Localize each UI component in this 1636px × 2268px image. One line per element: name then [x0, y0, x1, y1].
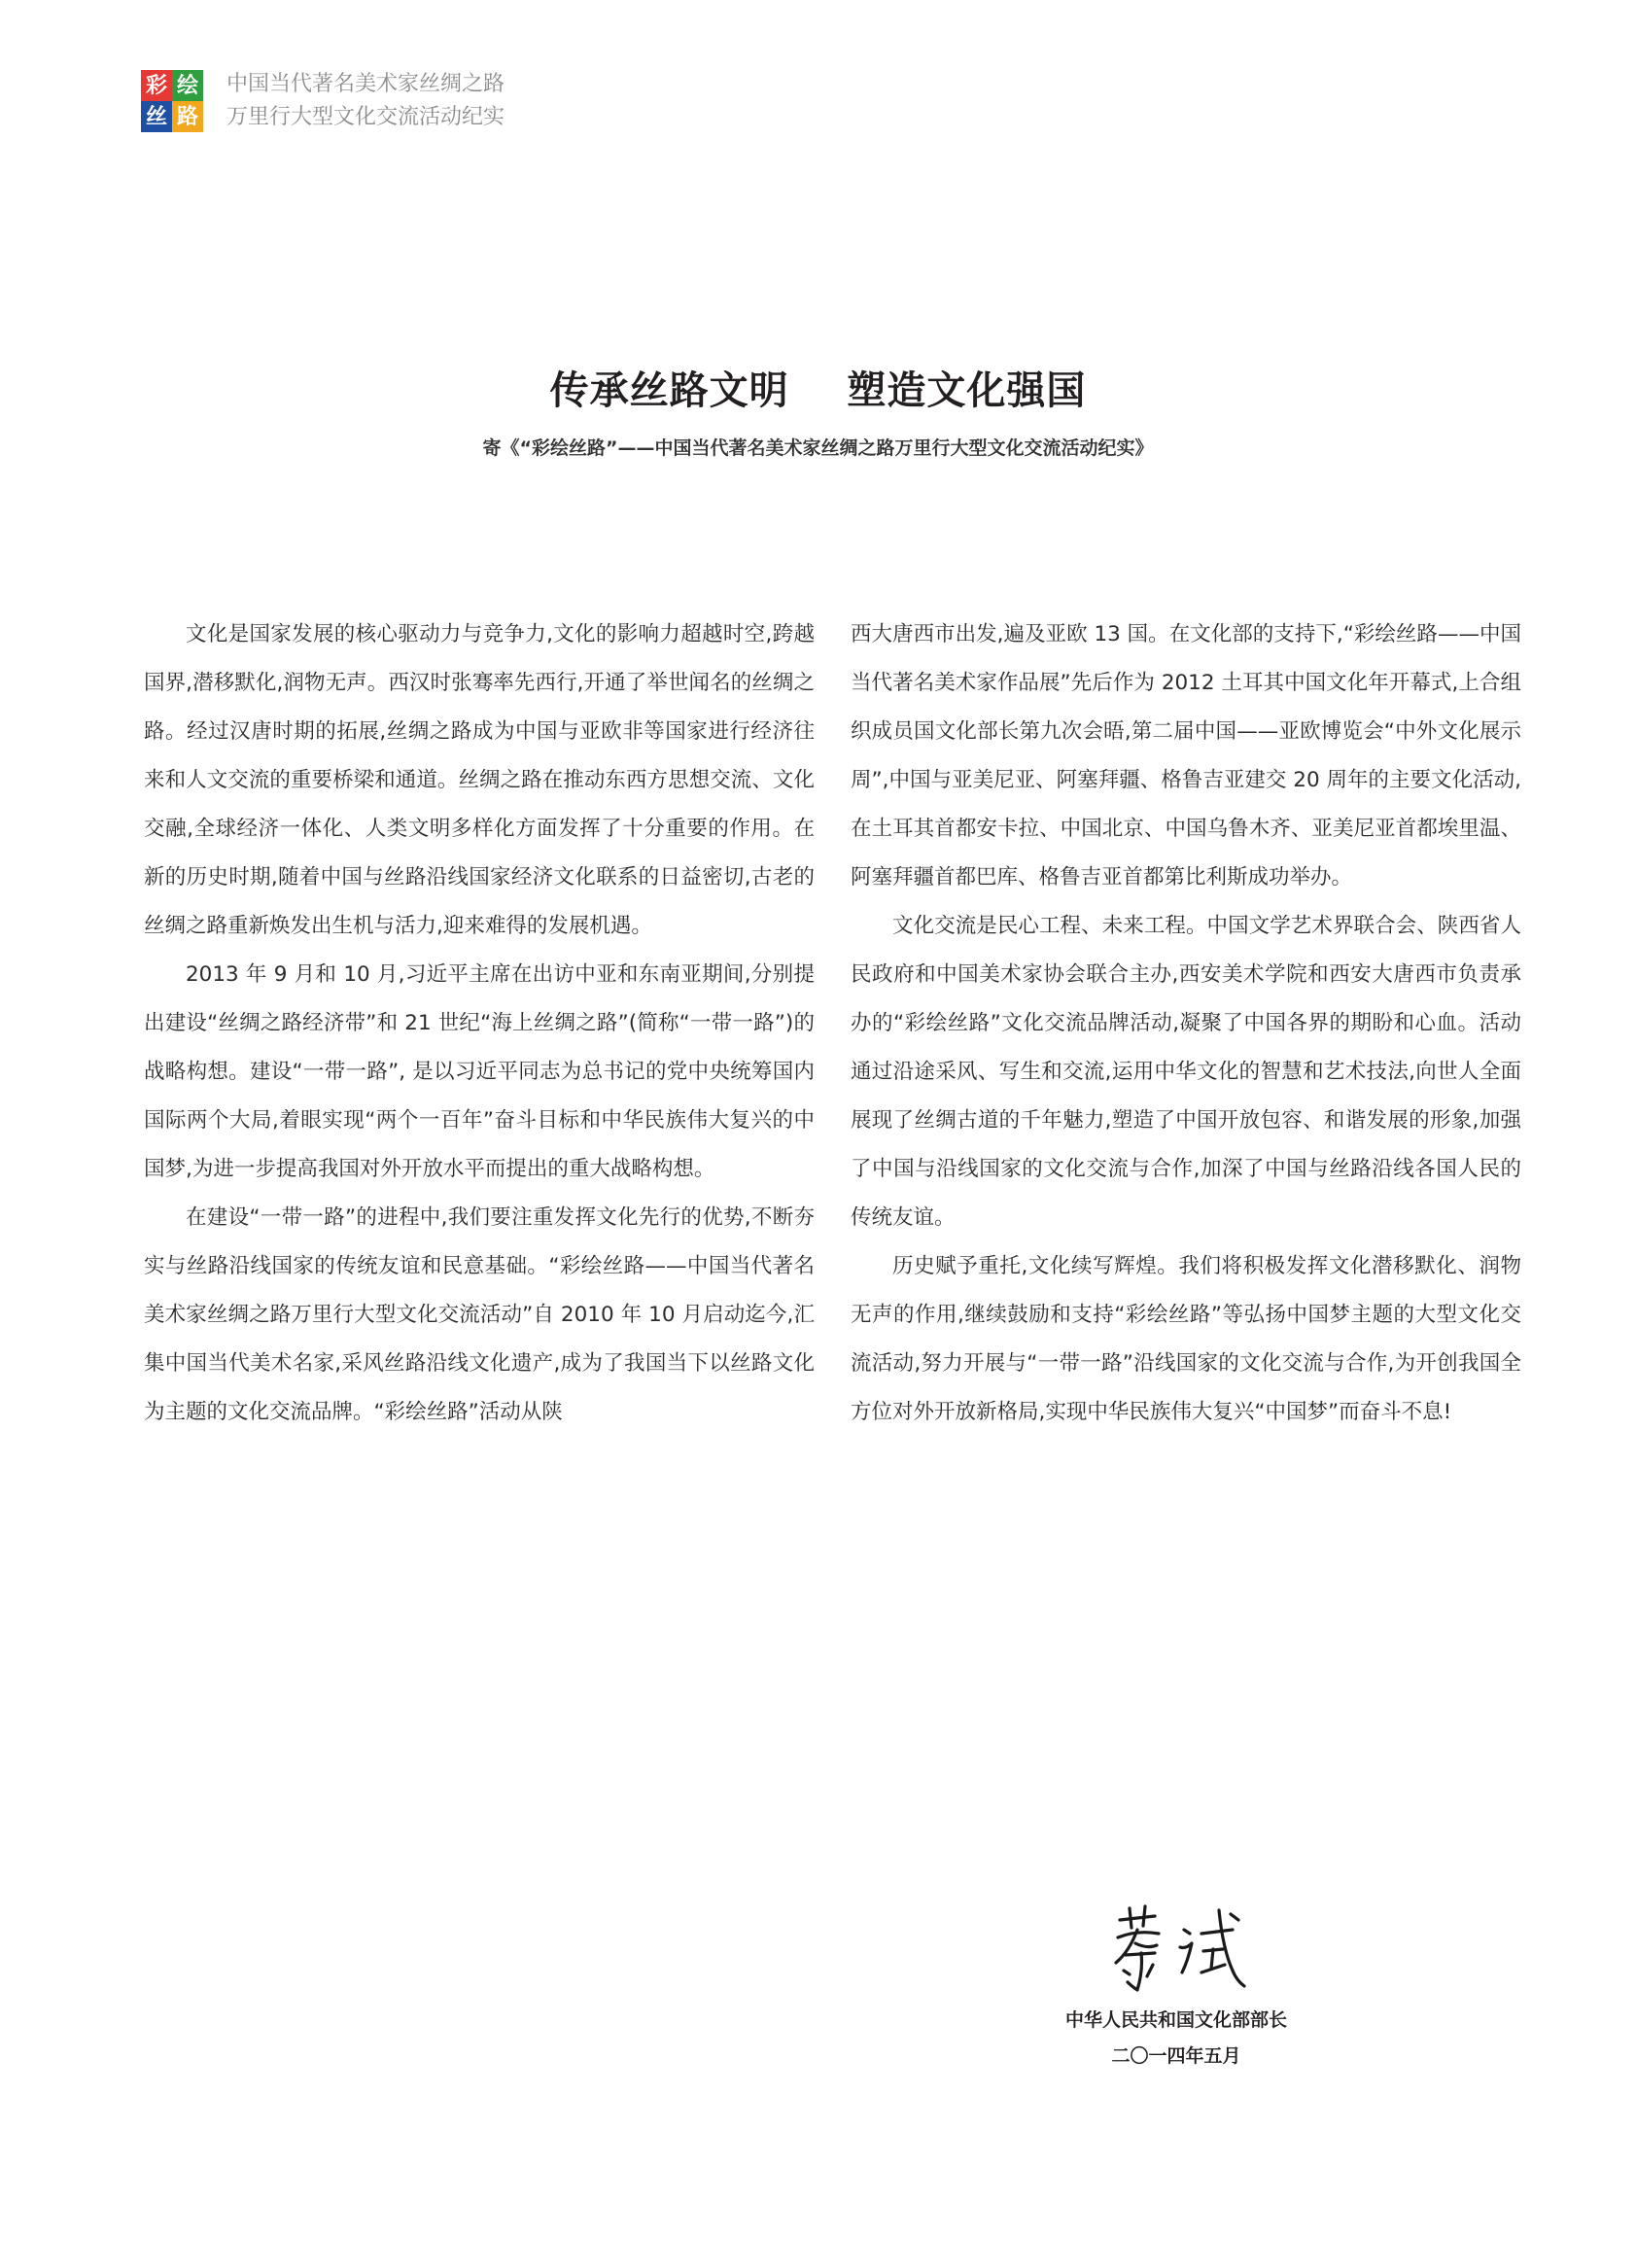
- paragraph-left-2: 2013 年 9 月和 10 月,习近平主席在出访中亚和东南亚期间,分别提出建设“丝绸之路经济带”和 21 世纪“海上丝绸之路”(简称“一带一路”)的战略构想。建设“一带一路”, 是以习近平同志为总书记的党中央统筹国内国际两个大局,着眼实现“两个一百年”奋斗目标和中华民族伟大复兴的中国梦,为进一步提高我国对外开放水平而提出的重大战略构想。: [144, 962, 815, 1181]
- logo-cell-cai: 彩: [141, 70, 172, 101]
- signature-image: [1108, 1901, 1254, 1998]
- body-column-right: [851, 611, 1521, 1437]
- logo: [141, 70, 203, 132]
- logo-cell-lu: 路: [172, 101, 203, 132]
- paragraph-right-3: 历史赋予重托,文化续写辉煌。我们将积极发挥文化潜移默化、润物无声的作用,继续鼓励和支持“彩绘丝路”等弘扬中国梦主题的大型文化交流活动,努力开展与“一带一路”沿线国家的文化交流与合作,为开创我国全方位对外开放新格局,实现中华民族伟大复兴“中国梦”而奋斗不息!: [851, 1254, 1521, 1424]
- signature-date: 二〇一四年五月: [1111, 2045, 1241, 2067]
- paragraph-right-2: 文化交流是民心工程、未来工程。中国文学艺术界联合会、陕西省人民政府和中国美术家协会联合主办,西安美术学院和西安大唐西市负责承办的“彩绘丝路”文化交流品牌活动,凝聚了中国各界的期盼和心血。活动通过沿途采风、写生和交流,运用中华文化的智慧和艺术技法,向世人全面展现了丝绸古道的千年魅力,塑造了中国开放包容、和谐发展的形象,加强了中国与沿线国家的文化交流与合作,加深了中国与丝路沿线各国人民的传统友谊。: [851, 914, 1521, 1230]
- logo-cell-si: 丝: [141, 101, 172, 132]
- signer-title: 中华人民共和国文化部部长: [1064, 2009, 1287, 2031]
- handwritten-signature: [1108, 1901, 1254, 1998]
- paragraph-left-3: 在建设“一带一路”的进程中,我们要注重发挥文化先行的优势,不断夯实与丝路沿线国家的传统友谊和民意基础。“彩绘丝路——中国当代著名美术家丝绸之路万里行大型文化交流活动”自 2010 年 10 月启动迄今,汇集中国当代美术名家,采风丝路沿线文化遗产,成为了我国当下以丝路文化为主题的文化交流品牌。“彩绘丝路”活动从陕: [144, 1205, 815, 1424]
- page-title: 传承丝路文明 塑造文化强国: [549, 368, 1087, 413]
- header-line-1: 中国当代著名美术家丝绸之路: [226, 72, 505, 96]
- body-column-left: [144, 611, 815, 1437]
- paragraph-right-1: 西大唐西市出发,遍及亚欧 13 国。在文化部的支持下,“彩绘丝路——中国当代著名美术家作品展”先后作为 2012 土耳其中国文化年开幕式,上合组织成员国文化部长第九次会晤,第二届中国——亚欧博览会“中外文化展示周”,中国与亚美尼亚、阿塞拜疆、格鲁吉亚建交 20 周年的主要文化活动,在土耳其首都安卡拉、中国北京、中国乌鲁木齐、亚美尼亚首都埃里温、阿塞拜疆首都巴库、格鲁吉亚首都第比利斯成功举办。: [851, 622, 1521, 890]
- paragraph-left-1: 文化是国家发展的核心驱动力与竞争力,文化的影响力超越时空,跨越国界,潜移默化,润物无声。西汉时张骞率先西行,开通了举世闻名的丝绸之路。经过汉唐时期的拓展,丝绸之路成为中国与亚欧非等国家进行经济往来和人文交流的重要桥梁和通道。丝绸之路在推动东西方思想交流、文化交融,全球经济一体化、人类文明多样化方面发挥了十分重要的作用。在新的历史时期,随着中国与丝路沿线国家经济文化联系的日益密切,古老的丝绸之路重新焕发出生机与活力,迎来难得的发展机遇。: [144, 622, 815, 938]
- page-subtitle: 寄《“彩绘丝路”——中国当代著名美术家丝绸之路万里行大型文化交流活动纪实》: [482, 437, 1154, 459]
- header-line-2: 万里行大型文化交流活动纪实: [226, 105, 505, 129]
- header-text: [226, 68, 505, 134]
- header: [141, 68, 505, 134]
- logo-cell-hui: 绘: [172, 70, 203, 101]
